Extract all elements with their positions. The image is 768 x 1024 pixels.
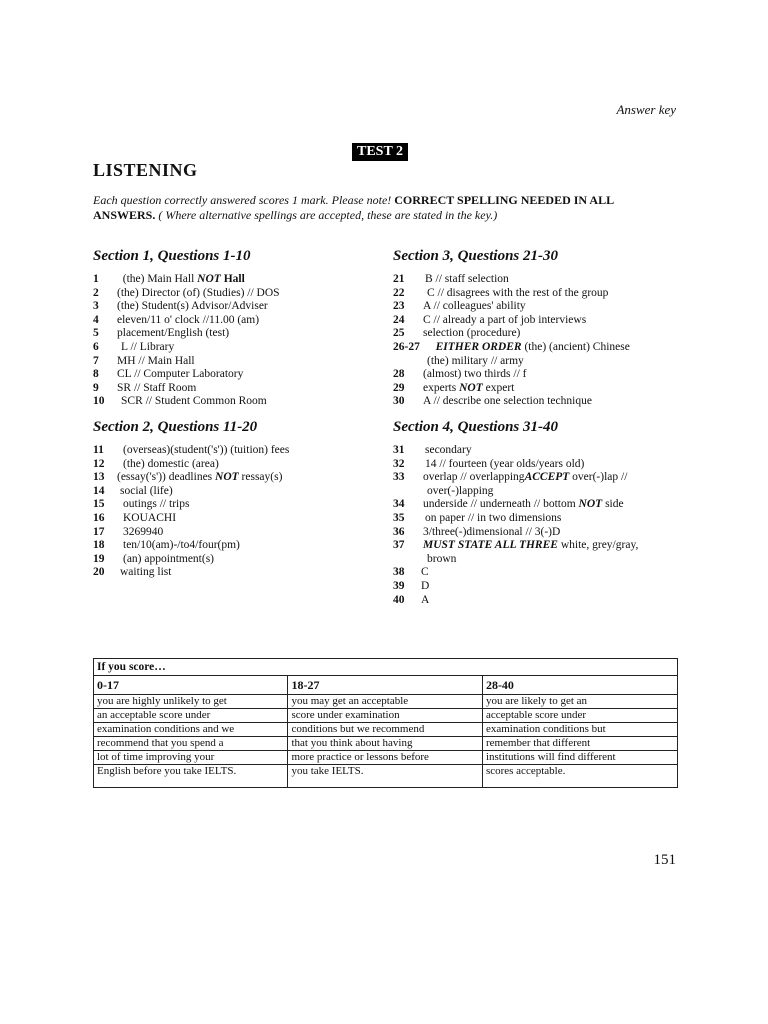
question-number: 17	[93, 525, 105, 538]
answer-row	[393, 368, 630, 382]
section-2-answers	[93, 444, 289, 580]
answer-text: (the) Student(s) Advisor/Adviser	[117, 300, 268, 313]
answer-text: eleven/11 o' clock //11.00 (am)	[117, 313, 260, 326]
answer-continuation: brown	[427, 552, 457, 565]
question-number: 28	[393, 368, 405, 381]
table-cell: conditions but we recommend	[288, 723, 482, 737]
answer-row	[93, 341, 280, 355]
table-row	[94, 751, 678, 765]
score-table	[93, 658, 678, 788]
intro-note	[93, 193, 653, 223]
answer-row	[93, 566, 289, 580]
answer-row	[393, 471, 638, 485]
question-number: 8	[93, 368, 99, 381]
table-row	[94, 765, 678, 788]
question-number: 22	[393, 286, 405, 299]
answer-text: (the) Main Hall NOT Hall	[122, 273, 245, 285]
question-number: 23	[393, 300, 405, 313]
answer-text: D	[421, 579, 430, 592]
answer-text: A // colleagues' ability	[423, 300, 526, 313]
question-number: 12	[93, 457, 105, 470]
answer-row	[93, 498, 289, 512]
answer-text: selection (procedure)	[423, 327, 521, 340]
question-number: 3	[93, 300, 99, 313]
table-cell: that you think about having	[288, 737, 482, 751]
answer-text: on paper // in two dimensions	[425, 511, 562, 524]
table-cell: you are highly unlikely to get	[94, 695, 288, 709]
answer-row	[93, 368, 280, 382]
table-row	[94, 709, 678, 723]
answer-text: outings // trips	[123, 498, 190, 511]
answer-row	[93, 287, 280, 301]
question-number: 18	[93, 539, 105, 552]
answer-row	[93, 300, 280, 314]
intro-italic: Each question correctly answered scores 1 mark. Please note!	[93, 193, 395, 207]
section-1-answers	[93, 273, 280, 409]
intro-bold: CORRECT SPELLING NEEDED IN ALL ANSWERS.	[93, 193, 614, 222]
question-number: 21	[393, 273, 405, 285]
answer-text: 3269940	[123, 525, 164, 538]
answer-text: A	[421, 593, 430, 606]
table-cell: you are likely to get an	[482, 695, 677, 709]
test-label-badge: TEST 2	[352, 143, 408, 161]
question-number: 4	[93, 313, 99, 326]
table-row	[94, 737, 678, 751]
answer-row	[393, 382, 630, 396]
score-band-row	[94, 676, 678, 695]
question-number: 13	[93, 471, 105, 484]
question-number: 36	[393, 525, 405, 538]
answer-row	[93, 553, 289, 567]
question-number: 19	[93, 552, 105, 565]
section-3-answers	[393, 273, 630, 409]
table-cell: you may get an acceptable	[288, 695, 482, 709]
answer-row	[93, 512, 289, 526]
question-number: 20	[93, 566, 105, 579]
answer-text: (overseas)(student('s')) (tuition) fees	[123, 444, 290, 456]
answer-text: 3/three(-)dimensional // 3(-)D	[423, 525, 561, 538]
answer-row	[93, 382, 280, 396]
question-number: 7	[93, 354, 99, 367]
table-cell: institutions will find different	[482, 751, 677, 765]
answer-text: (essay('s')) deadlines NOT ressay(s)	[117, 471, 283, 484]
score-band: 28-40	[482, 676, 677, 695]
answer-row	[393, 594, 638, 608]
question-number: 32	[393, 457, 405, 470]
table-cell: an acceptable score under	[94, 709, 288, 723]
answer-row	[393, 287, 630, 301]
answer-text: SCR // Student Common Room	[121, 395, 267, 408]
answer-row	[393, 498, 638, 512]
table-cell: recommend that you spend a	[94, 737, 288, 751]
question-number: 6	[93, 340, 99, 353]
score-band: 0-17	[94, 676, 288, 695]
intro-tail: ( Where alternative spellings are accepted, these are stated in the key.)	[155, 208, 498, 222]
answer-row	[93, 458, 289, 472]
section-3-title: Section 3, Questions 21-30	[393, 248, 559, 264]
answer-row	[393, 314, 630, 328]
question-number: 31	[393, 444, 405, 456]
question-number: 24	[393, 313, 405, 326]
answer-row	[93, 355, 280, 369]
table-cell: English before you take IELTS.	[94, 765, 288, 788]
question-number: 37	[393, 539, 405, 552]
answer-text: C // already a part of job interviews	[423, 313, 587, 326]
question-number: 5	[93, 327, 99, 340]
score-band: 18-27	[288, 676, 482, 695]
answer-row	[93, 273, 280, 287]
question-number: 39	[393, 579, 405, 592]
table-cell: more practice or lessons before	[288, 751, 482, 765]
question-number: 14	[93, 484, 105, 497]
question-number: 1	[93, 273, 99, 285]
table-row	[94, 695, 678, 709]
question-number: 29	[393, 381, 405, 394]
answer-text: (the) domestic (area)	[123, 457, 219, 470]
answer-text: overlap // overlappingACCEPT over(-)lap //	[423, 471, 628, 484]
score-table-header: If you score…	[94, 659, 678, 676]
answer-text: placement/English (test)	[117, 327, 230, 340]
question-number: 9	[93, 381, 99, 394]
answer-row	[93, 485, 289, 499]
table-cell: scores acceptable.	[482, 765, 677, 788]
table-cell: examination conditions and we	[94, 723, 288, 737]
answer-row	[93, 444, 289, 458]
answer-row	[93, 471, 289, 485]
question-number: 26-27	[393, 340, 420, 353]
table-cell: you take IELTS.	[288, 765, 482, 788]
answer-row	[393, 566, 638, 580]
answer-text: social (life)	[120, 484, 173, 497]
question-number: 16	[93, 511, 105, 524]
table-cell: acceptable score under	[482, 709, 677, 723]
answer-text: EITHER ORDER (the) (ancient) Chinese	[435, 340, 630, 353]
answer-text: ten/10(am)-/to4/four(pm)	[123, 539, 240, 552]
running-header: Answer key	[616, 102, 676, 117]
answer-text: SR // Staff Room	[117, 381, 197, 394]
answer-row	[393, 341, 630, 355]
answer-row	[393, 526, 638, 540]
answer-text: 14 // fourteen (year olds/years old)	[425, 457, 585, 470]
answer-row	[93, 526, 289, 540]
answer-text: MUST STATE ALL THREE white, grey/gray,	[423, 539, 639, 552]
question-number: 11	[93, 444, 104, 456]
answer-row	[393, 580, 638, 594]
question-number: 38	[393, 566, 405, 579]
answer-row	[393, 395, 630, 409]
page-number: 151	[653, 852, 676, 868]
answer-text: MH // Main Hall	[117, 354, 195, 367]
section-4-answers	[393, 444, 638, 607]
answer-row	[393, 273, 630, 287]
answer-text: C // disagrees with the rest of the group	[427, 286, 609, 299]
answer-text: A // describe one selection technique	[423, 395, 592, 408]
answer-text: B // staff selection	[425, 273, 509, 285]
page-heading: LISTENING	[93, 160, 198, 180]
answer-text: (an) appointment(s)	[123, 552, 215, 565]
question-number: 30	[393, 395, 405, 408]
answer-text: KOUACHI	[123, 511, 177, 524]
answer-row	[393, 300, 630, 314]
table-cell: examination conditions but	[482, 723, 677, 737]
score-table-header-row	[94, 659, 678, 676]
table-cell: lot of time improving your	[94, 751, 288, 765]
answer-text: CL // Computer Laboratory	[117, 368, 244, 381]
answer-text: L // Library	[121, 340, 175, 353]
answer-text: (almost) two thirds // f	[423, 368, 527, 381]
answer-text: C	[421, 566, 429, 579]
question-number: 34	[393, 498, 405, 511]
table-cell: remember that different	[482, 737, 677, 751]
answer-text: waiting list	[120, 566, 172, 579]
question-number: 10	[93, 395, 105, 408]
answer-text: secondary	[425, 444, 472, 456]
section-2-title: Section 2, Questions 11-20	[93, 419, 258, 435]
question-number: 15	[93, 498, 105, 511]
table-cell: score under examination	[288, 709, 482, 723]
answer-row	[93, 314, 280, 328]
answer-row	[393, 539, 638, 553]
answer-continuation: (the) military // army	[427, 354, 524, 367]
question-number: 25	[393, 327, 405, 340]
question-number: 33	[393, 471, 405, 484]
answer-text: (the) Director (of) (Studies) // DOS	[117, 286, 280, 299]
answer-row	[393, 327, 630, 341]
question-number: 40	[393, 593, 405, 606]
answer-row	[93, 395, 280, 409]
section-1-title: Section 1, Questions 1-10	[93, 248, 251, 264]
section-4-title: Section 4, Questions 31-40	[393, 419, 559, 435]
answer-row	[393, 512, 638, 526]
answer-text: experts NOT expert	[423, 381, 515, 394]
question-number: 35	[393, 511, 405, 524]
answer-row	[93, 327, 280, 341]
answer-text: underside // underneath // bottom NOT side	[423, 498, 624, 511]
answer-row	[393, 458, 638, 472]
answer-row	[93, 539, 289, 553]
answer-row	[393, 444, 638, 458]
answer-continuation: over(-)lapping	[427, 484, 494, 497]
table-row	[94, 723, 678, 737]
question-number: 2	[93, 286, 99, 299]
